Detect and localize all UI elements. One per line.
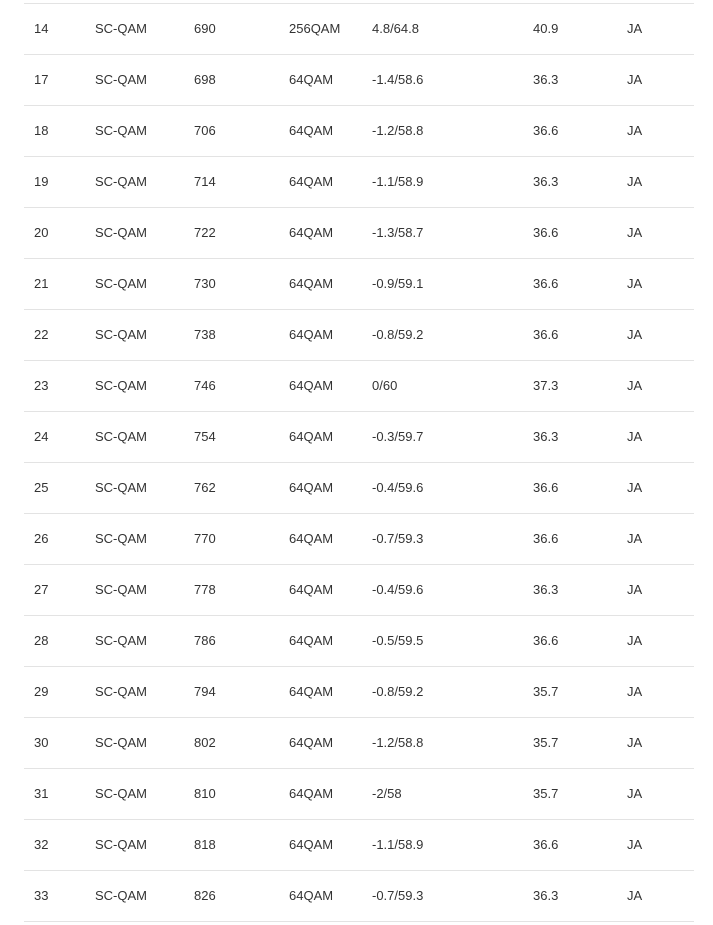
lock-status-cell: JA: [627, 531, 643, 546]
channel-type-cell: SC-QAM: [95, 174, 147, 189]
channel-type-cell: SC-QAM: [95, 72, 147, 87]
lock-status-cell: JA: [627, 225, 643, 240]
modulation-cell: 64QAM: [289, 327, 334, 342]
table-row: [24, 259, 694, 310]
channel-id-cell: 17: [34, 72, 49, 87]
channel-id-cell: 21: [34, 276, 49, 291]
channel-id-cell: 25: [34, 480, 49, 495]
frequency-cell: 810: [194, 786, 216, 801]
power-level-cell: -1.2/58.8: [372, 123, 424, 138]
channel-id-cell: 27: [34, 582, 49, 597]
modulation-cell: 64QAM: [289, 837, 334, 852]
lock-status-cell: JA: [627, 786, 643, 801]
frequency-cell: 778: [194, 582, 216, 597]
snr-cell: 36.6: [533, 531, 559, 546]
lock-status-cell: JA: [627, 123, 643, 138]
power-level-cell: -1.2/58.8: [372, 735, 424, 750]
power-level-cell: -1.3/58.7: [372, 225, 424, 240]
table-body: [24, 4, 694, 922]
power-level-cell: -0.5/59.5: [372, 633, 424, 648]
modulation-cell: 64QAM: [289, 225, 334, 240]
snr-cell: 36.6: [533, 633, 559, 648]
table-row: [24, 718, 694, 769]
snr-cell: 35.7: [533, 786, 559, 801]
snr-cell: 36.3: [533, 888, 559, 903]
lock-status-cell: JA: [627, 429, 643, 444]
power-level-cell: -0.8/59.2: [372, 327, 424, 342]
downstream-channel-table: [24, 0, 694, 922]
snr-cell: 36.6: [533, 225, 559, 240]
frequency-cell: 738: [194, 327, 216, 342]
power-level-cell: -0.8/59.2: [372, 684, 424, 699]
frequency-cell: 794: [194, 684, 216, 699]
channel-id-cell: 18: [34, 123, 49, 138]
modulation-cell: 64QAM: [289, 378, 334, 393]
snr-cell: 36.3: [533, 582, 559, 597]
lock-status-cell: JA: [627, 633, 643, 648]
table-row: [24, 667, 694, 718]
table-row: [24, 55, 694, 106]
channel-type-cell: SC-QAM: [95, 786, 147, 801]
power-level-cell: -1.1/58.9: [372, 174, 424, 189]
channel-id-cell: 22: [34, 327, 49, 342]
table-row: [24, 4, 694, 55]
modulation-cell: 64QAM: [289, 684, 334, 699]
modulation-cell: 64QAM: [289, 633, 334, 648]
table-row: [24, 157, 694, 208]
lock-status-cell: JA: [627, 582, 643, 597]
channel-type-cell: SC-QAM: [95, 21, 147, 36]
lock-status-cell: JA: [627, 735, 643, 750]
frequency-cell: 826: [194, 888, 216, 903]
table-row: [24, 820, 694, 871]
channel-type-cell: SC-QAM: [95, 531, 147, 546]
frequency-cell: 722: [194, 225, 216, 240]
snr-cell: 36.6: [533, 276, 559, 291]
table-row: [24, 616, 694, 667]
snr-cell: 37.3: [533, 378, 559, 393]
channel-id-cell: 14: [34, 21, 49, 36]
lock-status-cell: JA: [627, 72, 643, 87]
channel-type-cell: SC-QAM: [95, 225, 147, 240]
frequency-cell: 802: [194, 735, 216, 750]
snr-cell: 36.3: [533, 72, 559, 87]
modulation-cell: 64QAM: [289, 531, 334, 546]
lock-status-cell: JA: [627, 684, 643, 699]
channel-id-cell: 30: [34, 735, 49, 750]
power-level-cell: -1.4/58.6: [372, 72, 424, 87]
table-row: [24, 106, 694, 157]
lock-status-cell: JA: [627, 378, 643, 393]
channel-id-cell: 31: [34, 786, 49, 801]
frequency-cell: 746: [194, 378, 216, 393]
snr-cell: 35.7: [533, 735, 559, 750]
modulation-cell: 64QAM: [289, 72, 334, 87]
table-row: [24, 565, 694, 616]
frequency-cell: 818: [194, 837, 216, 852]
power-level-cell: -0.7/59.3: [372, 888, 424, 903]
table-row: [24, 463, 694, 514]
lock-status-cell: JA: [627, 480, 643, 495]
power-level-cell: 4.8/64.8: [372, 21, 419, 36]
modulation-cell: 64QAM: [289, 174, 334, 189]
lock-status-cell: JA: [627, 276, 643, 291]
lock-status-cell: JA: [627, 174, 643, 189]
frequency-cell: 754: [194, 429, 216, 444]
frequency-cell: 762: [194, 480, 216, 495]
table-row: [24, 871, 694, 922]
frequency-cell: 690: [194, 21, 216, 36]
channel-type-cell: SC-QAM: [95, 327, 147, 342]
channel-id-cell: 20: [34, 225, 49, 240]
table-row: [24, 310, 694, 361]
power-level-cell: -0.4/59.6: [372, 480, 424, 495]
power-level-cell: -2/58: [372, 786, 402, 801]
channel-type-cell: SC-QAM: [95, 276, 147, 291]
power-level-cell: -1.1/58.9: [372, 837, 424, 852]
frequency-cell: 786: [194, 633, 216, 648]
channel-type-cell: SC-QAM: [95, 735, 147, 750]
lock-status-cell: JA: [627, 837, 643, 852]
channel-type-cell: SC-QAM: [95, 837, 147, 852]
modulation-cell: 64QAM: [289, 429, 334, 444]
table-row: [24, 208, 694, 259]
power-level-cell: -0.3/59.7: [372, 429, 424, 444]
snr-cell: 36.6: [533, 123, 559, 138]
channel-id-cell: 32: [34, 837, 49, 852]
frequency-cell: 770: [194, 531, 216, 546]
channel-id-cell: 23: [34, 378, 49, 393]
modulation-cell: 64QAM: [289, 786, 334, 801]
frequency-cell: 730: [194, 276, 216, 291]
channel-type-cell: SC-QAM: [95, 582, 147, 597]
modulation-cell: 64QAM: [289, 480, 334, 495]
frequency-cell: 698: [194, 72, 216, 87]
modulation-cell: 64QAM: [289, 888, 334, 903]
lock-status-cell: JA: [627, 888, 643, 903]
snr-cell: 36.3: [533, 429, 559, 444]
channel-id-cell: 24: [34, 429, 49, 444]
modulation-cell: 64QAM: [289, 123, 334, 138]
modulation-cell: 256QAM: [289, 21, 341, 36]
channel-id-cell: 28: [34, 633, 49, 648]
snr-cell: 36.6: [533, 837, 559, 852]
channel-id-cell: 19: [34, 174, 49, 189]
lock-status-cell: JA: [627, 327, 643, 342]
channel-id-cell: 33: [34, 888, 49, 903]
power-level-cell: -0.9/59.1: [372, 276, 424, 291]
channel-type-cell: SC-QAM: [95, 633, 147, 648]
channel-type-cell: SC-QAM: [95, 888, 147, 903]
table-row: [24, 361, 694, 412]
modulation-cell: 64QAM: [289, 735, 334, 750]
frequency-cell: 706: [194, 123, 216, 138]
power-level-cell: -0.7/59.3: [372, 531, 424, 546]
frequency-cell: 714: [194, 174, 216, 189]
snr-cell: 36.3: [533, 174, 559, 189]
power-level-cell: 0/60: [372, 378, 398, 393]
channel-type-cell: SC-QAM: [95, 378, 147, 393]
channel-type-cell: SC-QAM: [95, 123, 147, 138]
table-row: [24, 514, 694, 565]
table-row: [24, 412, 694, 463]
channel-type-cell: SC-QAM: [95, 684, 147, 699]
snr-cell: 40.9: [533, 21, 559, 36]
channel-id-cell: 29: [34, 684, 49, 699]
power-level-cell: -0.4/59.6: [372, 582, 424, 597]
lock-status-cell: JA: [627, 21, 643, 36]
channel-id-cell: 26: [34, 531, 49, 546]
channel-type-cell: SC-QAM: [95, 480, 147, 495]
modulation-cell: 64QAM: [289, 276, 334, 291]
table-row: [24, 769, 694, 820]
snr-cell: 36.6: [533, 480, 559, 495]
snr-cell: 35.7: [533, 684, 559, 699]
modulation-cell: 64QAM: [289, 582, 334, 597]
snr-cell: 36.6: [533, 327, 559, 342]
channel-type-cell: SC-QAM: [95, 429, 147, 444]
